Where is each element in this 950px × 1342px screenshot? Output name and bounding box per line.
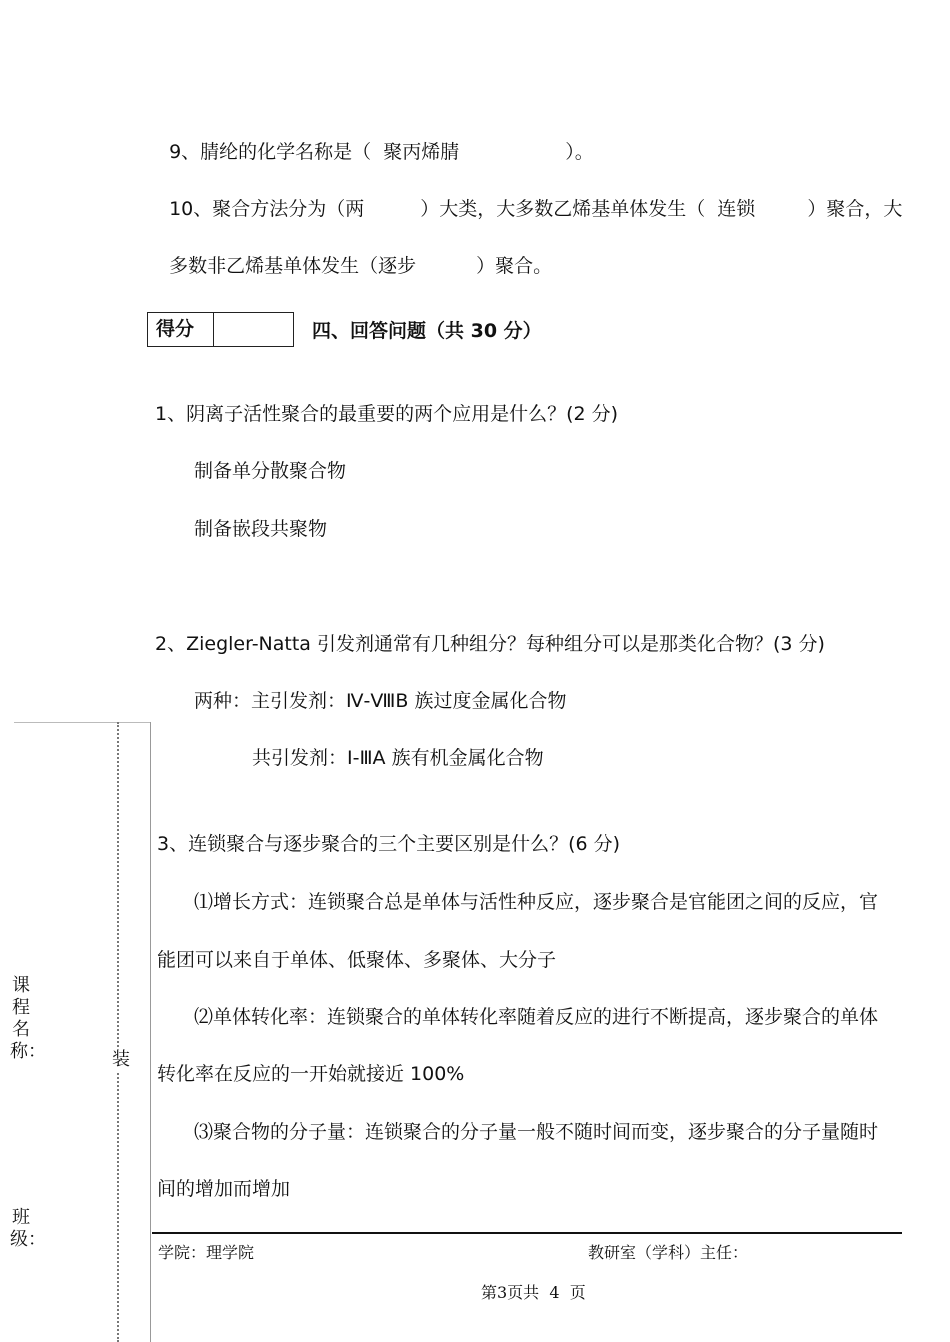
page-number: 第3页共 4 页 (481, 1283, 586, 1302)
q3-point-1b: 能团可以来自于单体、低聚体、多聚体、大分子 (157, 949, 557, 971)
q9-suffix: ）。 (565, 141, 594, 163)
question-10 (157, 173, 902, 221)
q9-answer: 聚丙烯腈 (383, 141, 460, 163)
q1-answer-2: 制备嵌段共聚物 (194, 518, 328, 540)
binding-dotted-line (117, 722, 119, 1342)
question-10-line2 (157, 230, 552, 278)
q10-mid1: ）大类，大多数乙烯基单体发生（ (420, 198, 706, 220)
q10-prefix: 10、聚合方法分为（两 (169, 198, 365, 220)
footer-rule (152, 1232, 902, 1234)
q2-answer-2: 共引发剂：Ⅰ-ⅢA 族有机金属化合物 (252, 747, 544, 769)
footer-college: 学院：理学院 (158, 1243, 255, 1262)
q2-answer-1: 两种：主引发剂：Ⅳ-ⅧB 族过度金属化合物 (194, 690, 567, 712)
q3-point-3b: 间的增加而增加 (157, 1178, 291, 1200)
q9-prefix: 9、腈纶的化学名称是（ (169, 141, 372, 163)
q3-point-2a: ⑵单体转化率：连锁聚合的单体转化率随着反应的进行不断提高，逐步聚合的单体 (194, 1006, 879, 1028)
score-label: 得分 (148, 313, 214, 346)
question-3: 3、连锁聚合与逐步聚合的三个主要区别是什么？(6 分) (157, 833, 621, 855)
score-box (147, 312, 294, 347)
q10-line2-prefix: 多数非乙烯基单体发生（逐步 (169, 255, 417, 277)
question-2: 2、Ziegler-Natta 引发剂通常有几种组分？每种组分可以是那类化合物？(3 分) (155, 633, 825, 655)
binding-solid-line (150, 722, 151, 1342)
score-value-cell (214, 313, 293, 346)
q10-mid2: ）聚合，大 (807, 198, 903, 220)
section-title: 四、回答问题（共 30 分） (312, 320, 542, 342)
q3-point-2b: 转化率在反应的一开始就接近 100% (157, 1063, 465, 1085)
q1-answer-1: 制备单分散聚合物 (194, 460, 347, 482)
q3-point-3a: ⑶聚合物的分子量：连锁聚合的分子量一般不随时间而变，逐步聚合的分子量随时 (194, 1121, 879, 1143)
footer-director: 教研室（学科）主任： (588, 1243, 749, 1262)
q10-answer2: 连锁 (717, 198, 756, 220)
question-1: 1、阴离子活性聚合的最重要的两个应用是什么？(2 分) (155, 403, 619, 425)
course-name-label: 课程名称： (10, 975, 46, 1062)
class-label: 班级： (10, 1207, 46, 1250)
q10-line2-suffix: ）聚合。 (476, 255, 553, 277)
question-9 (157, 116, 594, 164)
binding-margin-top-rule (14, 722, 150, 723)
binding-mark: 装 (112, 1049, 130, 1070)
q3-point-1a: ⑴增长方式：连锁聚合总是单体与活性种反应，逐步聚合是官能团之间的反应，官 (194, 891, 879, 913)
